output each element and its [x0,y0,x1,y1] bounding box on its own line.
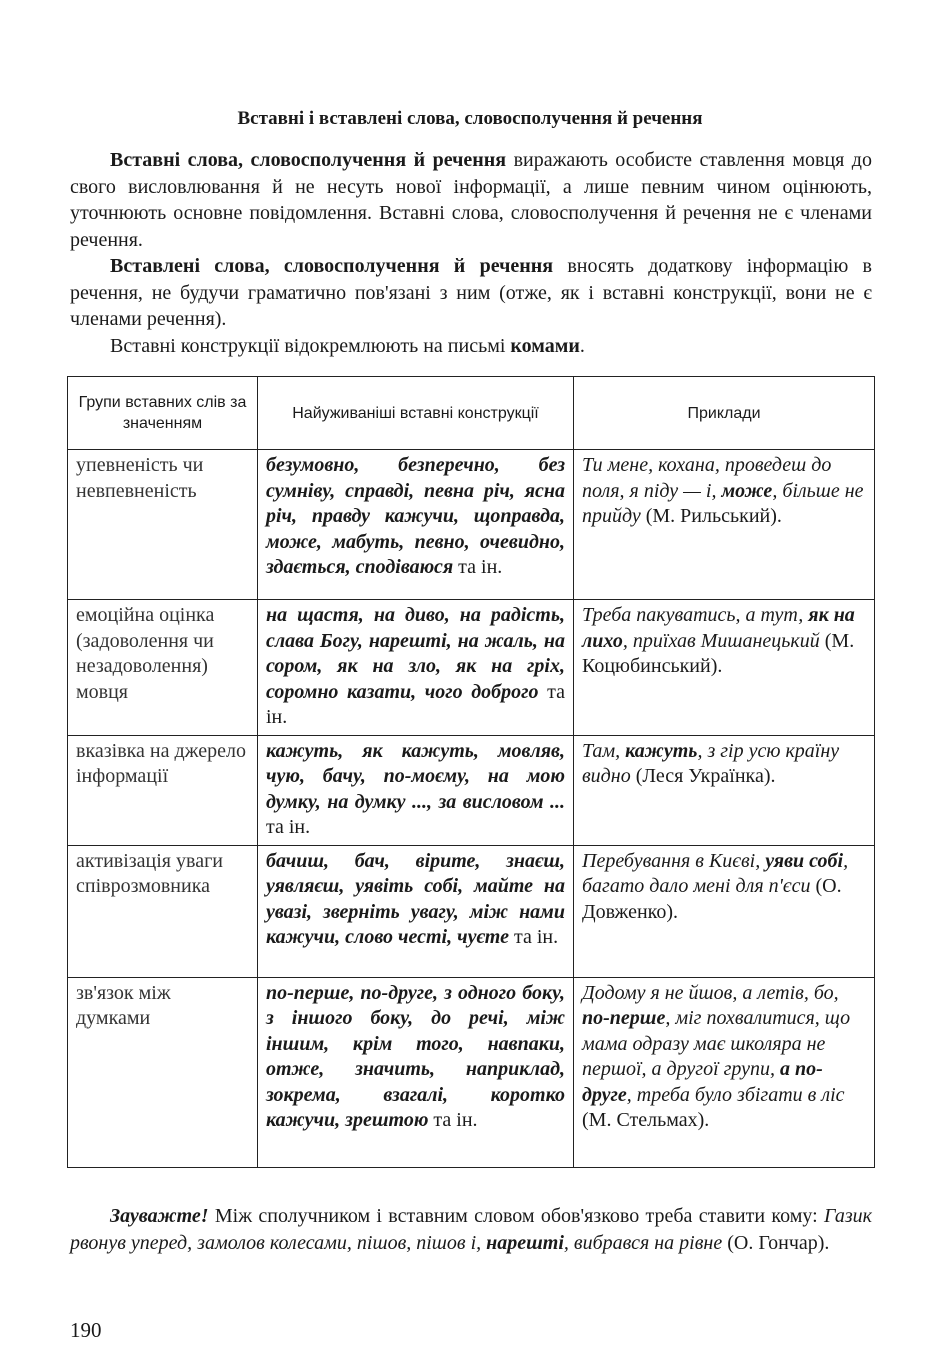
example-text: Додому я не йшов, а летів, бо, [582,981,839,1004]
term-inserted: Вставлені слова, словосполучення й речення [110,255,554,277]
term-parenthetical: Вставні слова, словосполучення й речення [110,149,507,171]
table-row [68,845,875,977]
intro-paragraph-2-text: вносять додаткову інформацію в речення, не будучи граматично пов'язані з ним (отже, як і вставні конструкції, вони не є членами речення). [70,255,872,330]
example-author: (М. Рильський). [640,505,782,527]
example-text: Ти мене, кохана, проведеш до поля, я піду — і, [582,454,832,502]
header-group: Групи вставних слів за значенням [68,377,258,450]
header-examples: Приклади [574,377,875,450]
intro-paragraph-1 [70,147,872,253]
group-cell: активізація уваги співрозмовника [68,845,258,977]
constructions-cell [258,845,574,977]
constructions-text: безумовно, безперечно, без сумніву, справді, певна річ, ясна річ, правду кажучи, щоправда, може, мабуть, певно, очевидно, здається, сподіваюся [266,454,565,578]
note-label: Зауважте! [110,1205,209,1227]
example-cell [574,450,875,600]
group-cell: емоційна оцінка (задоволення чи незадоволення) мовця [68,600,258,736]
constructions-cell [258,735,574,845]
example-highlight: кажуть [625,739,698,762]
header-constructions: Найуживаніші вставні конструкції [258,377,574,450]
example-text-end: , багато дало мені для п'єси [582,849,849,897]
example-cell [574,845,875,977]
constructions-tail: та ін. [453,556,503,578]
note-example-highlight: нарешті [486,1232,564,1254]
intro-paragraph-1-text: виражають особисте ставлення мовця до свого висловлювання й не несуть нової інформації, а лише певним чином оцінюють, уточнюють основне повідомлення. Вставні слова, словосполучення й речення не є членами речення. [70,149,872,251]
example-text: Треба пакуватись, а тут, [582,604,809,626]
page-number: 190 [70,1318,102,1342]
example-author: (М. Стельмах). [582,1109,710,1131]
note-text: Між сполучником і вставним словом обов'язково треба ставити кому: [208,1205,824,1227]
example-highlight: може [721,479,773,502]
intro-paragraph-3 [70,333,872,360]
example-cell [574,600,875,736]
example-author: (М. Коцюбинський). [582,629,855,677]
group-cell: вказівка на джерело інформації [68,735,258,845]
example-cell [574,977,875,1167]
table-row [68,450,875,600]
constructions-tail: та ін. [508,926,559,948]
intro-paragraph-2 [70,253,872,333]
example-highlight: уяви собі [765,849,844,872]
example-highlight: як на лихо [582,604,855,652]
constructions-text: на щастя, на диво, на радість, слава Богу, нарешті, на жаль, на сором, як на зло, як на гріх, соромно казати, чого доброго [266,604,565,703]
example-cell [574,735,875,845]
table-header-row [68,377,875,450]
example-text: Там, [582,739,626,762]
intro-section [70,147,872,359]
example-text-end-2: , треба було збігати в ліс [626,1083,845,1106]
note-example-text: Газик рвонув уперед, замолов колесами, пішов, пішов і, [70,1205,872,1254]
constructions-tail: та ін. [428,1109,478,1131]
table-row [68,977,875,1167]
example-text: Перебування в Києві, [582,849,766,872]
table-row [68,600,875,736]
constructions-tail: та ін. [266,816,311,838]
example-text-end: , більше не прийду [582,479,864,527]
group-cell: зв'язок між думками [68,977,258,1167]
note-author: (О. Гончар). [722,1232,830,1254]
constructions-tail: та ін. [266,680,565,728]
group-cell: упевненість чи невпевненість [68,450,258,600]
constructions-cell [258,600,574,736]
term-commas: комами [510,334,580,357]
page-title: Вставні і вставлені слова, словосполучення й речення [237,108,703,129]
example-text-end: , приїхав Мишанецький [622,629,820,652]
constructions-cell [258,977,574,1167]
example-text-end: , з гір усю країну видно [582,739,840,787]
note-paragraph [70,1203,872,1257]
intro-paragraph-3-end: . [579,334,585,357]
constructions-cell [258,450,574,600]
constructions-text: по-перше, по-друге, з одного боку, з іншого боку, до речі, між іншим, крім того, навпаки, отже, значить, наприклад, зокрема, взагалі, коротко кажучи, зрештою [266,981,565,1131]
example-highlight-2: а по-друге [582,1058,823,1106]
parenthetical-groups-table [67,376,875,1168]
note-example-end: , вибрався на рівне [563,1232,723,1254]
intro-paragraph-3-text: Вставні конструкції відокремлюють на письмі [110,334,511,357]
example-author: (Леся Українка). [630,765,776,787]
table-row [68,735,875,845]
example-author: (О. Довженко). [582,875,842,923]
example-highlight: по-перше [582,1007,666,1029]
example-text-end: , міг похвалитися, що мама одразу має школяра не першої, а другої групи, [582,1007,851,1080]
constructions-text: кажуть, як кажуть, мовляв, чую, бачу, по-моєму, на мою думку, на думку ..., за висловом ... [266,739,565,813]
constructions-text: бачиш, бач, вірите, знаєш, уявляєш, уявіть собі, майте на увазі, зверніть увагу, між нами кажучи, слово честі, чуєте [266,849,565,948]
